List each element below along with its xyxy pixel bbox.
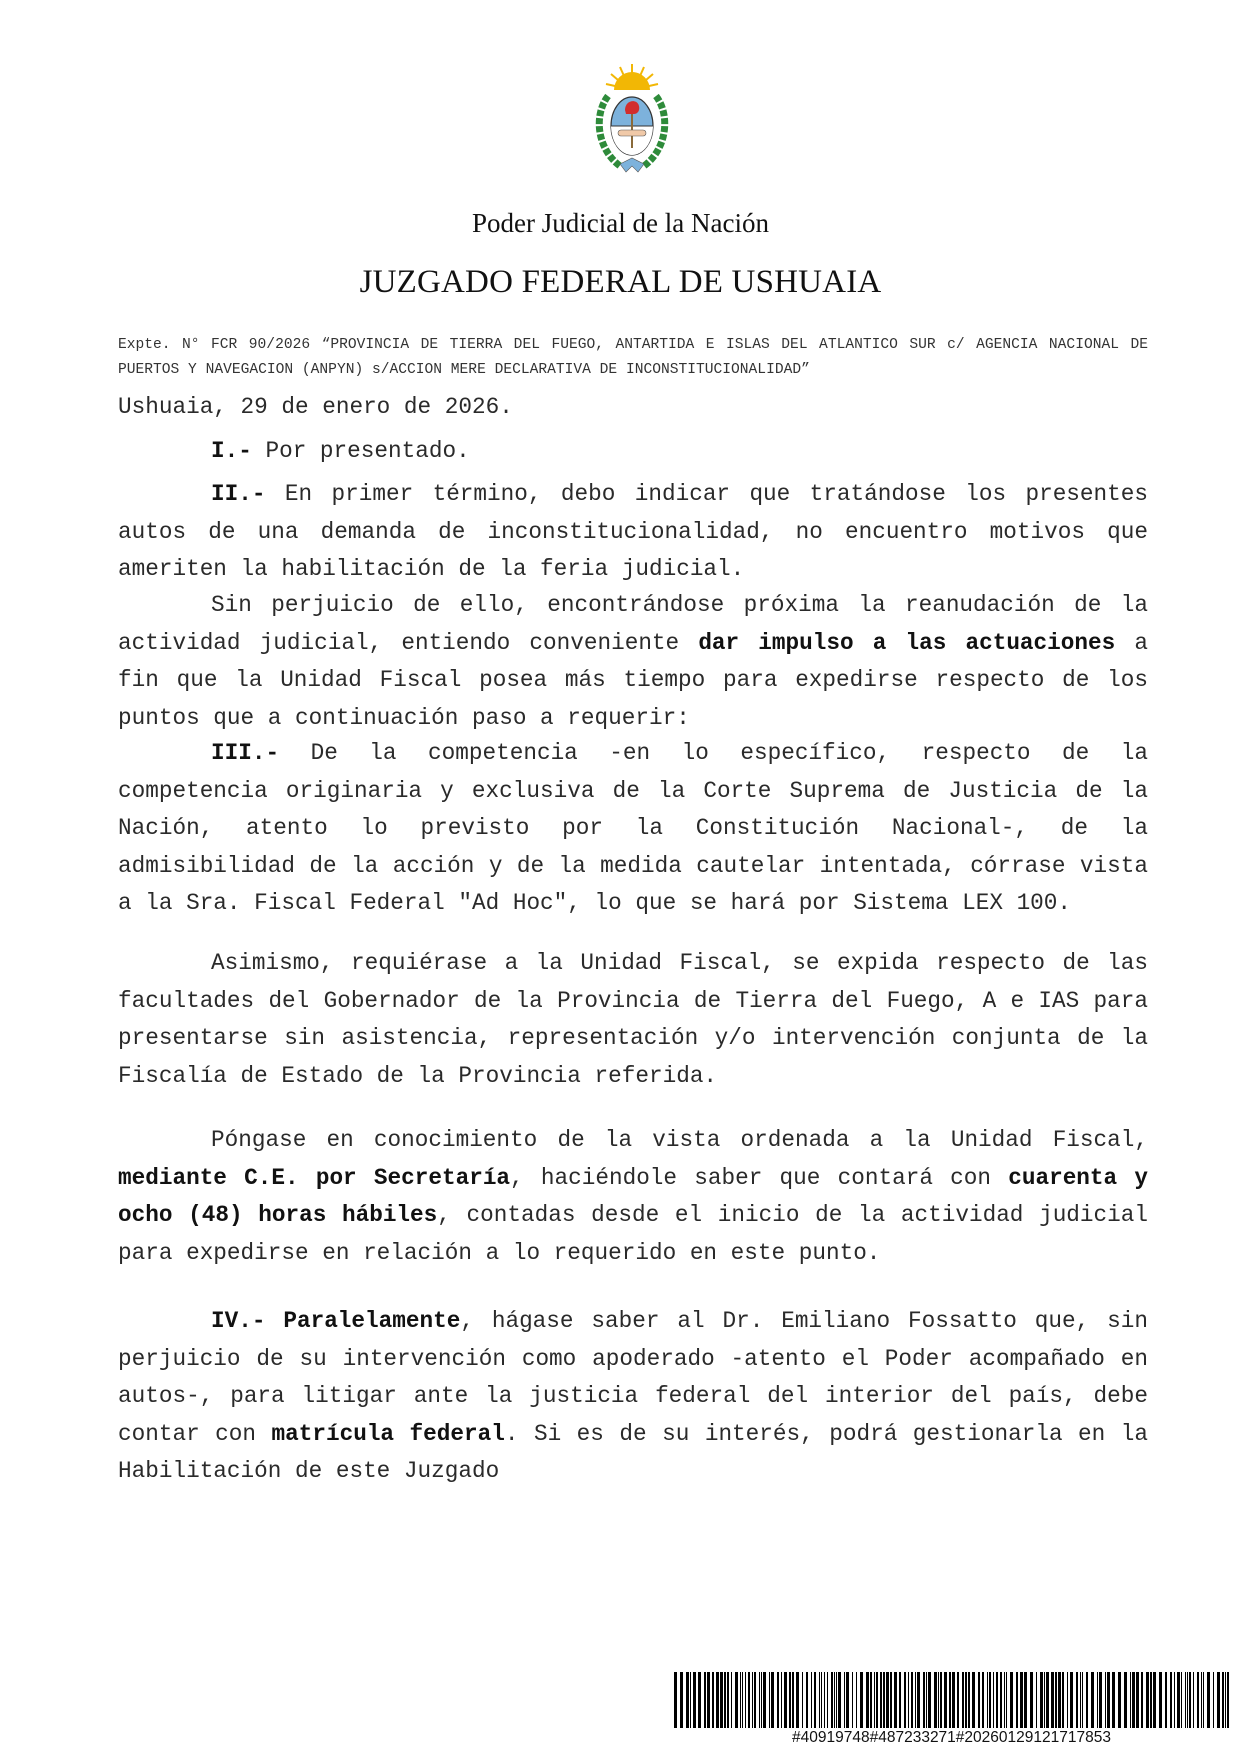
barcode-bar: [811, 1672, 812, 1728]
barcode-bar: [1170, 1672, 1172, 1728]
barcode-bar: [944, 1672, 947, 1728]
barcode-bar: [852, 1672, 853, 1728]
barcode-bar: [965, 1672, 967, 1728]
court-title: JUZGADO FEDERAL DE USHUAIA: [359, 264, 882, 300]
paragraph-3: [118, 587, 1148, 737]
paragraph-number: IV.-: [211, 1308, 266, 1334]
barcode-bar: [876, 1672, 878, 1728]
barcode-bar: [866, 1672, 869, 1728]
barcode-bar: [745, 1672, 746, 1728]
barcode-bar: [908, 1672, 909, 1728]
barcode-bar: [993, 1672, 994, 1728]
barcode-bar: [870, 1672, 872, 1728]
barcode-bar: [781, 1672, 782, 1728]
barcode-bar: [846, 1672, 849, 1728]
barcode-bar: [968, 1672, 970, 1728]
barcode-bar: [1046, 1672, 1049, 1728]
emphasis-text: dar impulso a las actuaciones: [698, 629, 1116, 656]
barcode-bar: [1225, 1672, 1226, 1728]
barcode-bar: [1118, 1672, 1121, 1728]
emphasis-text: cuarenta y ocho (48) horas hábiles: [118, 1164, 1148, 1228]
barcode-bar: [789, 1672, 791, 1728]
barcode-bar: [890, 1672, 892, 1728]
barcode-bar: [1141, 1672, 1143, 1728]
barcode-bar: [821, 1672, 822, 1728]
barcode-bar: [1146, 1672, 1149, 1728]
barcode-bar: [1051, 1672, 1054, 1728]
barcode-bar: [1080, 1672, 1081, 1728]
barcode-bar: [938, 1672, 939, 1728]
paragraph-text: . Si es de su interés, podrá gestionarla en la Habilitación de este Juzgado: [118, 1420, 1148, 1484]
barcode-bar: [777, 1672, 779, 1728]
barcode-bar: [802, 1672, 803, 1728]
barcode-bar: [894, 1672, 897, 1728]
barcode-bar: [1044, 1672, 1045, 1728]
barcode-bar: [1207, 1672, 1210, 1728]
barcode-bar: [792, 1672, 794, 1728]
coat-of-arms-icon: [590, 62, 674, 180]
emphasis-text: matrícula federal: [271, 1420, 505, 1447]
barcode-bar: [883, 1672, 885, 1728]
barcode-bar: [989, 1672, 991, 1728]
barcode-bar: [952, 1672, 955, 1728]
barcode-bar: [1076, 1672, 1078, 1728]
barcode-bar: [1070, 1672, 1073, 1728]
barcode-bar: [693, 1672, 696, 1728]
body-date-line: [118, 389, 1148, 427]
barcode-bar: [923, 1672, 925, 1728]
paragraph-text: De la competencia -en lo específico, respecto de la competencia originaria y exclusiva de la Corte Suprema de Justicia de la Nación, atento lo previsto por la Constitución Nacional-, de la admisibilidad de la acción y de la medida cautelar intentada, córrase vista a la Sra. Fiscal Federal "Ad Hoc", lo que se hará por Sistema LEX 100.: [118, 740, 1148, 916]
barcode-bar: [1165, 1672, 1167, 1728]
barcode-bar: [1055, 1672, 1057, 1728]
barcode-bar: [724, 1672, 726, 1728]
barcode-bar: [1193, 1672, 1194, 1728]
barcode-bar: [904, 1672, 906, 1728]
barcode-bar: [824, 1672, 825, 1728]
paragraph-1: [118, 433, 1148, 471]
barcode-bar: [1150, 1672, 1152, 1728]
barcode-bar: [1201, 1672, 1202, 1728]
paragraph-6: [118, 1122, 1148, 1272]
barcode-bar: [1159, 1672, 1162, 1728]
barcode-bar: [707, 1672, 710, 1728]
barcode-bar: [1091, 1672, 1094, 1728]
barcode-text: #40919748#487233271#20260129121717853: [792, 1729, 1111, 1746]
barcode-bar: [1004, 1672, 1005, 1728]
paragraph-text: , contadas desde el inicio de la actividad judicial para expedirse en relación a lo requerido en este punto.: [118, 1202, 1148, 1266]
barcode: [674, 1672, 1229, 1728]
barcode-bar: [1000, 1672, 1002, 1728]
paragraph-number: I.-: [211, 438, 252, 464]
paragraph-5: [118, 945, 1148, 1095]
paragraph-text: , hágase saber al Dr. Emiliano Fossatto que, sin perjuicio de su intervención como apoderado -atento el Poder acompañado en autos-, para litigar ante la justicia federal del interior del país, debe contar con: [118, 1308, 1148, 1447]
barcode-bar: [1067, 1672, 1068, 1728]
barcode-bar: [716, 1672, 719, 1728]
barcode-bar: [1181, 1672, 1182, 1728]
barcode-bar: [1136, 1672, 1139, 1728]
barcode-bar: [1124, 1672, 1127, 1728]
barcode-bar: [928, 1672, 931, 1728]
paragraph-7: [118, 1303, 1148, 1491]
barcode-bar: [917, 1672, 920, 1728]
barcode-bar: [962, 1672, 964, 1728]
barcode-bar: [742, 1672, 743, 1728]
barcode-bar: [1187, 1672, 1188, 1728]
barcode-bar: [1082, 1672, 1083, 1728]
barcode-bar: [819, 1672, 820, 1728]
barcode-bar: [731, 1672, 732, 1728]
barcode-bar: [934, 1672, 937, 1728]
barcode-bar: [836, 1672, 837, 1728]
barcode-bar: [1174, 1672, 1175, 1728]
barcode-bar: [1036, 1672, 1037, 1728]
barcode-bar: [915, 1672, 916, 1728]
barcode-bar: [1153, 1672, 1156, 1728]
barcode-bar: [1099, 1672, 1102, 1728]
barcode-bar: [831, 1672, 833, 1728]
barcode-bar: [926, 1672, 927, 1728]
barcode-bar: [1086, 1672, 1088, 1728]
barcode-bar: [759, 1672, 760, 1728]
barcode-bar: [727, 1672, 729, 1728]
case-reference: Expte. N° FCR 90/2026 “PROVINCIA DE TIERRA DEL FUEGO, ANTARTIDA E ISLAS DEL ATLANTICO SUR c/ AGENCIA NACIONAL DE PUERTOS Y NAVEGACION (ANPYN) s/ACCION MERE DECLARATIVA DE INCONSTITUCIONALIDAD”: [118, 337, 1148, 378]
barcode-bar: [1020, 1672, 1023, 1728]
barcode-bar: [1010, 1672, 1013, 1728]
barcode-bar: [806, 1672, 808, 1728]
barcode-bar: [1024, 1672, 1027, 1728]
barcode-bar: [796, 1672, 799, 1728]
paragraph-text: a fin que la Unidad Fiscal posea más tiempo para expedirse respecto de los puntos que a continuación paso a requerir:: [118, 629, 1149, 731]
barcode-bar: [949, 1672, 951, 1728]
barcode-bar: [940, 1672, 942, 1728]
barcode-bar: [680, 1672, 683, 1728]
barcode-bar: [838, 1672, 841, 1728]
barcode-bar: [1097, 1672, 1098, 1728]
barcode-bar: [911, 1672, 913, 1728]
barcode-bar: [1030, 1672, 1033, 1728]
barcode-bar: [1130, 1672, 1131, 1728]
barcode-bar: [720, 1672, 723, 1728]
barcode-bar: [735, 1672, 738, 1728]
paragraph-text: Sin perjuicio de ello, encontrándose próxima la reanudación de la actividad judicial, entiendo conveniente: [118, 592, 1148, 656]
barcode-bar: [1227, 1672, 1229, 1728]
barcode-bar: [856, 1672, 857, 1728]
barcode-bar: [1062, 1672, 1064, 1728]
barcode-bar: [827, 1672, 828, 1728]
barcode-bar: [1058, 1672, 1061, 1728]
barcode-bar: [844, 1672, 845, 1728]
barcode-bar: [754, 1672, 756, 1728]
paragraph-text: Póngase en conocimiento de la vista ordenada a la Unidad Fiscal,: [211, 1127, 1148, 1153]
date-line: Ushuaia, 29 de enero de 2026.: [118, 394, 513, 420]
emphasis-text: mediante C.E. por Secretaría: [118, 1164, 511, 1191]
barcode-bar: [880, 1672, 882, 1728]
barcode-bar: [1107, 1672, 1110, 1728]
barcode-bar: [686, 1672, 689, 1728]
institution-title: Poder Judicial de la Nación: [472, 208, 769, 238]
barcode-bar: [1197, 1672, 1199, 1728]
barcode-bar: [712, 1672, 714, 1728]
barcode-bar: [899, 1672, 901, 1728]
barcode-bar: [784, 1672, 787, 1728]
barcode-bar: [834, 1672, 835, 1728]
paragraph-text: , haciéndole saber que contará con: [510, 1164, 1009, 1191]
paragraph-text: Asimismo, requiérase a la Unidad Fiscal, se expida respecto de las facultades del Gobernador de la Provincia de Tierra del Fuego, A e IAS para presentarse sin asistencia, representación y/o intervención conjunta de la Fiscalía de Estado de la Provincia referida.: [118, 950, 1148, 1089]
barcode-bar: [748, 1672, 750, 1728]
barcode-bar: [1203, 1672, 1204, 1728]
barcode-bar: [874, 1672, 875, 1728]
paragraph-number: II.-: [211, 481, 266, 507]
barcode-bar: [1189, 1672, 1191, 1728]
barcode-bar: [1132, 1672, 1135, 1728]
barcode-bar: [771, 1672, 774, 1728]
barcode-bar: [1222, 1672, 1224, 1728]
barcode-bar: [1217, 1672, 1220, 1728]
barcode-bar: [740, 1672, 741, 1728]
barcode-bar: [1016, 1672, 1018, 1728]
barcode-bar: [996, 1672, 998, 1728]
barcode-bar: [752, 1672, 753, 1728]
barcode-bar: [769, 1672, 770, 1728]
barcode-bar: [886, 1672, 889, 1728]
paragraph-number: III.-: [211, 740, 280, 766]
barcode-bar: [978, 1672, 980, 1728]
barcode-bar: [1040, 1672, 1043, 1728]
paragraph-text: Por presentado.: [251, 438, 470, 464]
barcode-bar: [860, 1672, 863, 1728]
barcode-bar: [763, 1672, 766, 1728]
barcode-bar: [1006, 1672, 1007, 1728]
barcode-bar: [1177, 1672, 1180, 1728]
paragraph-2: [118, 476, 1148, 589]
barcode-bar: [1185, 1672, 1186, 1728]
barcode-bar: [957, 1672, 959, 1728]
barcode-bar: [674, 1672, 677, 1728]
barcode-bar: [761, 1672, 762, 1728]
paragraph-4: [118, 735, 1148, 923]
paragraph-text: En primer término, debo indicar que tratándose los presentes autos de una demanda de inconstitucionalidad, no encuentro motivos que ameriten la habilitación de la feria judicial.: [118, 481, 1148, 582]
barcode-bar: [1213, 1672, 1214, 1728]
barcode-bar: [1105, 1672, 1106, 1728]
barcode-bar: [982, 1672, 984, 1728]
emphasis-text: Paralelamente: [265, 1308, 461, 1334]
barcode-bar: [698, 1672, 701, 1728]
barcode-bar: [972, 1672, 975, 1728]
barcode-bar: [704, 1672, 706, 1728]
barcode-bar: [987, 1672, 988, 1728]
barcode-bar: [1112, 1672, 1115, 1728]
barcode-bar: [814, 1672, 816, 1728]
barcode-bar: [690, 1672, 691, 1728]
